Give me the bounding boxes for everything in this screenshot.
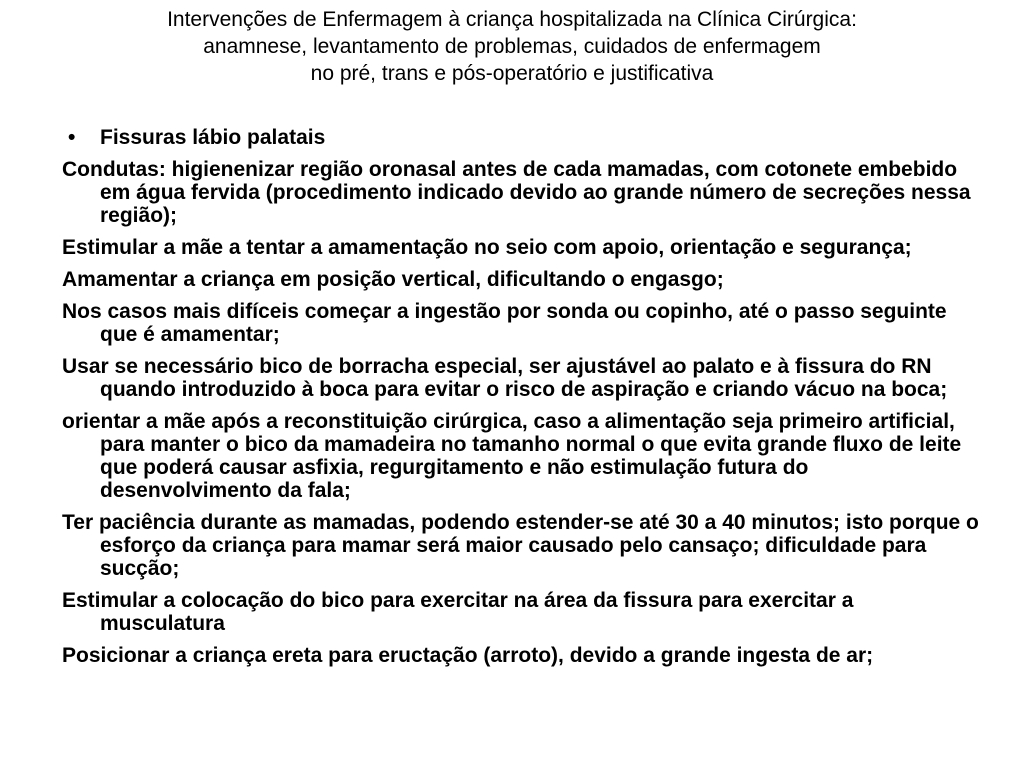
paragraph-paciencia: Ter paciência durante as mamadas, podendo estender-se até 30 a 40 minutos; isto porque o esforço da criança para mamar será maior causado pelo cansaço; dificuldade para sucção; (62, 511, 979, 580)
title-line-2: anamnese, levantamento de problemas, cuidados de enfermagem (203, 35, 821, 58)
paragraph-condutas: Condutas: higienenizar região oronasal antes de cada mamadas, com cotonete embebido em água fervida (procedimento indicado devido ao grande número de secreções nessa região); (62, 158, 971, 227)
paragraph-orientar-mae: orientar a mãe após a reconstituição cirúrgica, caso a alimentação seja primeiro artificial, para manter o bico da mamadeira no tamanho normal o que evita grande fluxo de leite que poderá causar asfixia, regurgitamento e não estimulação futura do desenvolvimento da fala; (62, 410, 962, 502)
bullet-text: Fissuras lábio palatais (100, 126, 326, 149)
paragraph-estimular-amamentacao: Estimular a mãe a tentar a amamentação no seio com apoio, orientação e segurança; (62, 236, 912, 259)
slide-body (62, 126, 984, 676)
paragraph-posicao-vertical: Amamentar a criança em posição vertical, dificultando o engasgo; (62, 268, 724, 291)
title-line-3: no pré, trans e pós-operatório e justificativa (310, 62, 714, 85)
bullet-dot-icon: • (68, 126, 76, 149)
paragraph-bico-borracha: Usar se necessário bico de borracha especial, ser ajustável ao palato e à fissura do RN quando introduzido à boca para evitar o risco de aspiração e criando vácuo na boca; (62, 355, 948, 401)
paragraph-sonda-copinho: Nos casos mais difíceis começar a ingestão por sonda ou copinho, até o passo seguinte que é amamentar; (62, 300, 947, 346)
title-line-1: Intervenções de Enfermagem à criança hospitalizada na Clínica Cirúrgica: (167, 8, 857, 31)
paragraph-eructacao: Posicionar a criança ereta para eructação (arroto), devido a grande ingesta de ar; (62, 644, 874, 667)
slide-title (40, 6, 984, 87)
bullet-item (62, 126, 984, 149)
paragraph-colocacao-bico: Estimular a colocação do bico para exercitar na área da fissura para exercitar a musculatura (62, 589, 854, 635)
